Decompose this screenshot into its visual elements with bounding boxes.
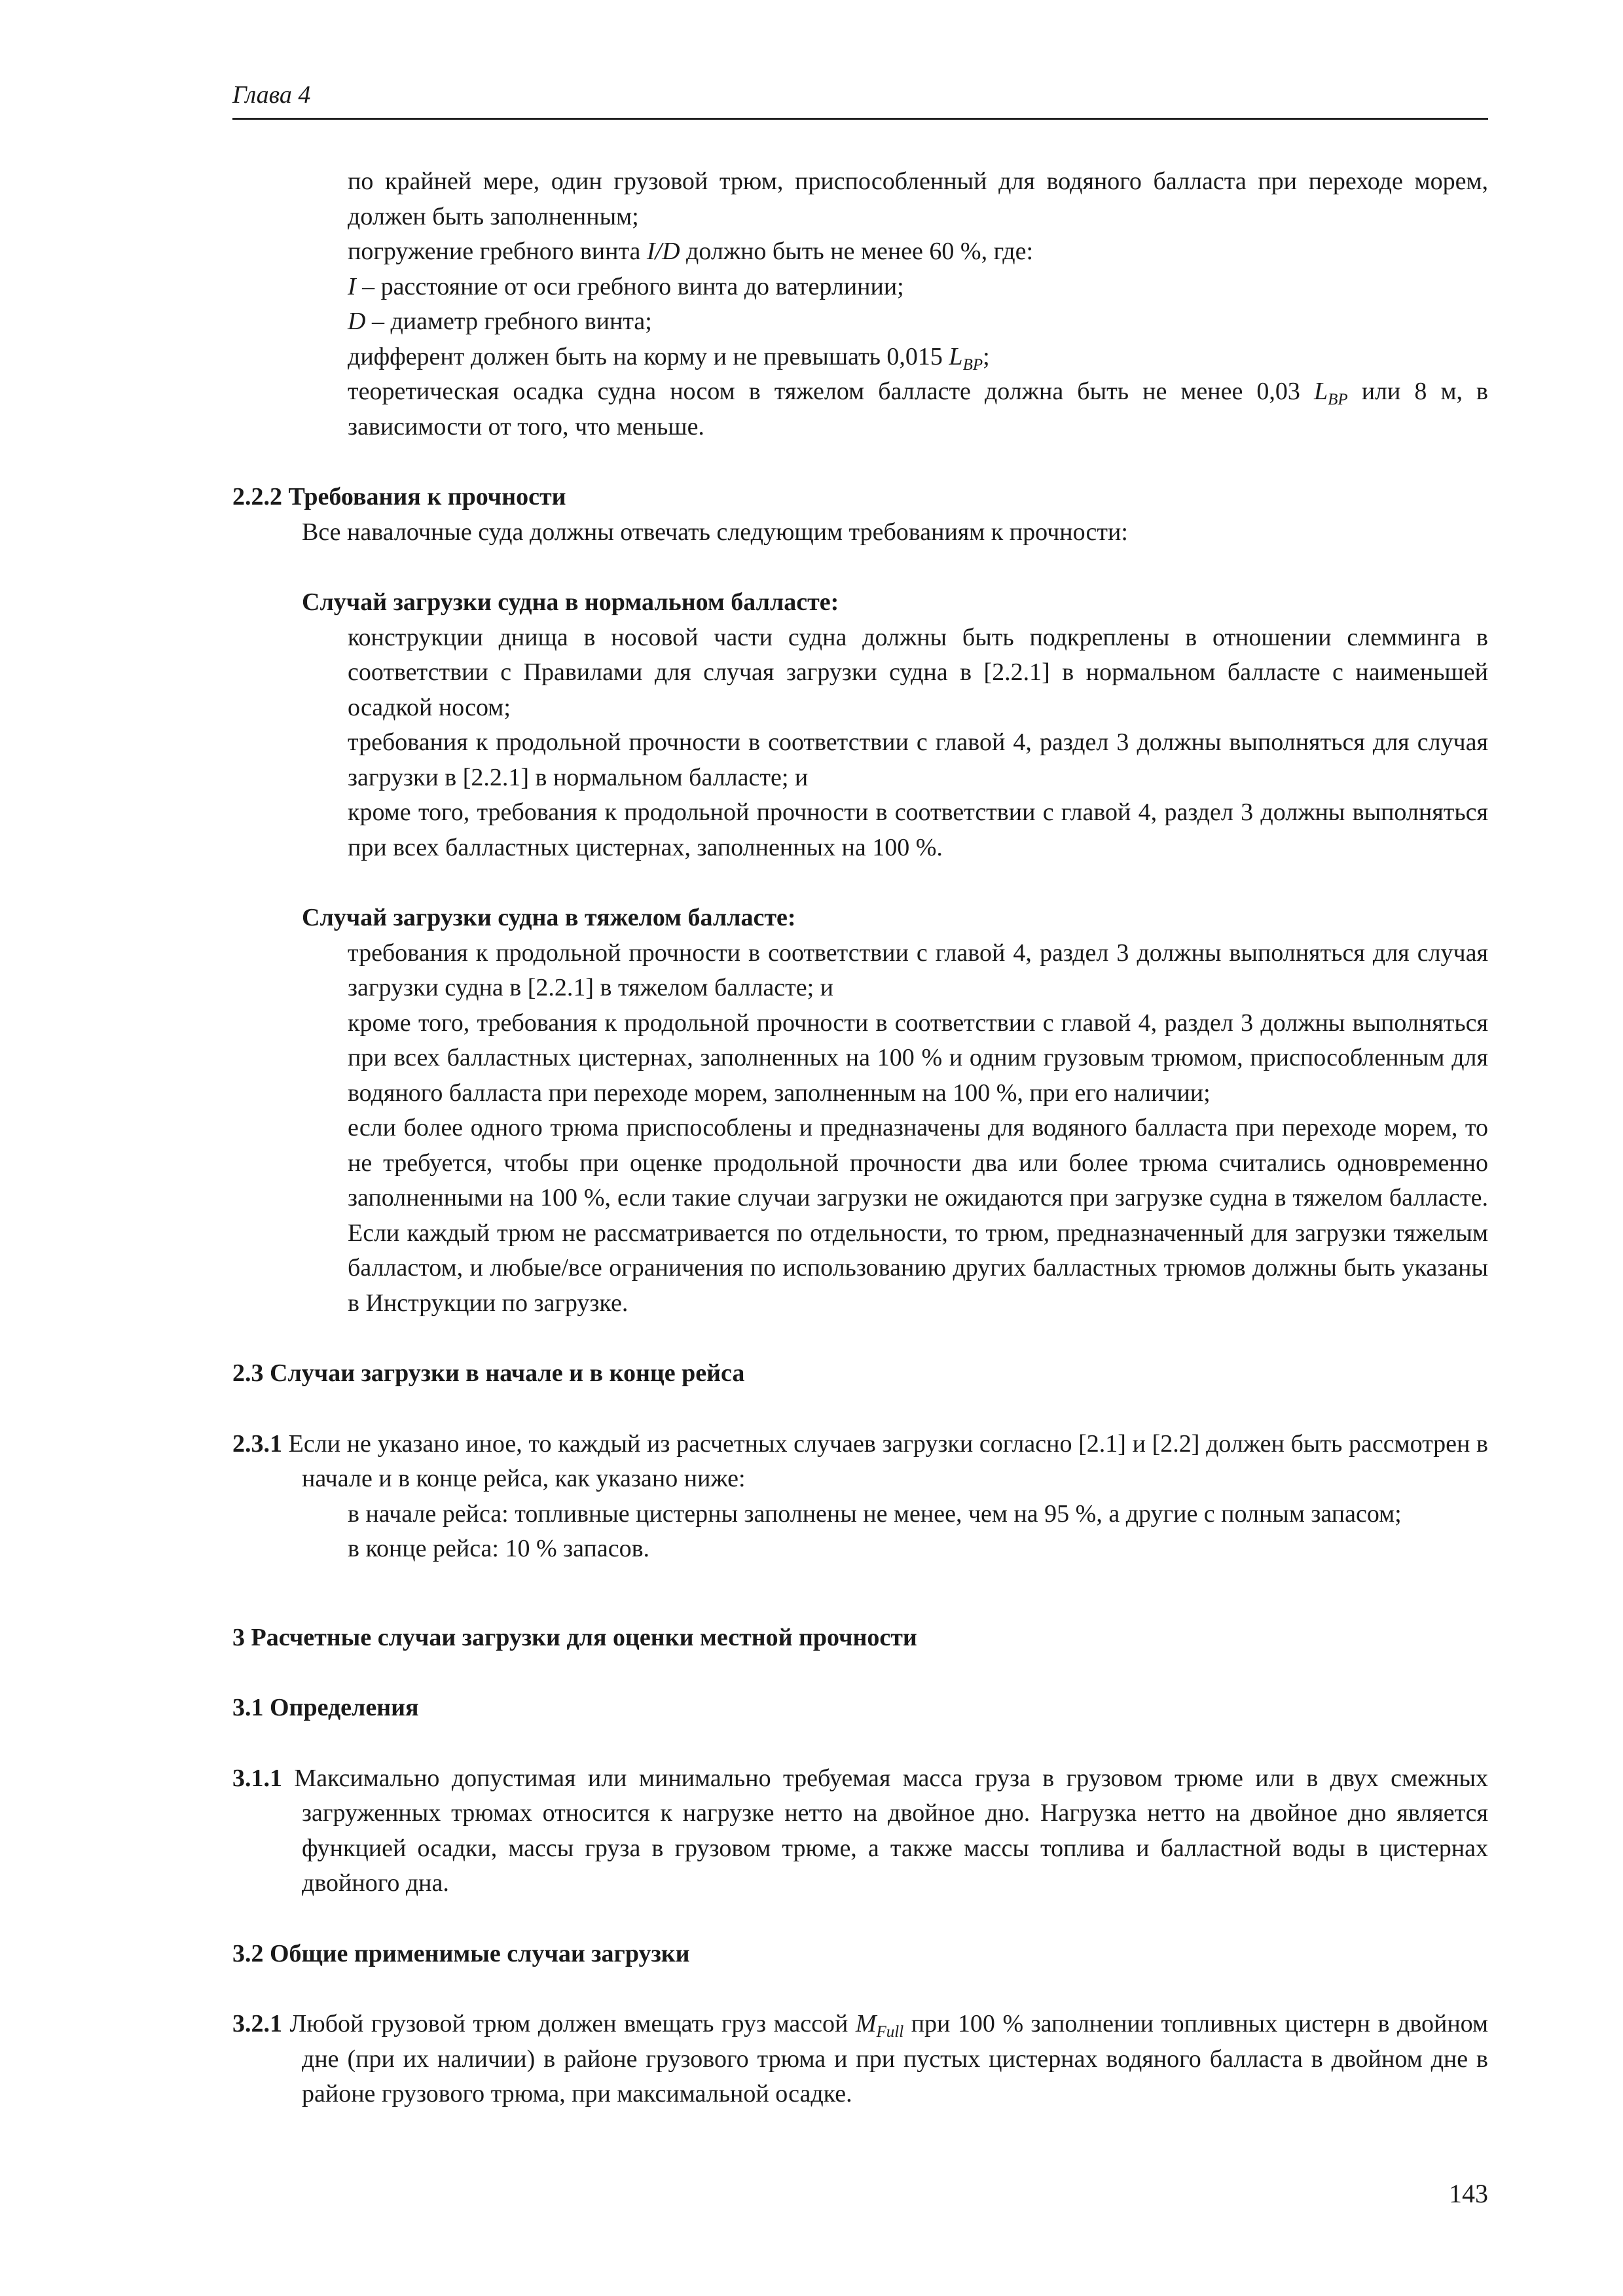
subheading-normal-ballast: Случай загрузки судна в нормальном балласте:	[302, 588, 839, 616]
paragraph-3-1-1: 3.1.1 Максимально допустимая или минимально требуемая масса груза в грузовом трюме или в двух смежных загруженных трюмах относится к нагрузке нетто на двойное дно. Нагрузка нетто на двойное дно является функцией осадки, массы груза в грузовом трюме, а также массы топлива и балластной воды в цистернах двойного дна.	[232, 1764, 1488, 1897]
paragraph-heavy-ballast-3: если более одного трюма приспособлены и предназначены для водяного балласта при переходе морем, то не требуется, чтобы при оценке продольной прочности два или более трюма считались одновременно заполненными на 100 %, если такие случаи загрузки не ожидаются при загрузке судна в тяжелом балласте. Если каждый трюм не рассматривается по отдельности, то трюм, предназначенный для загрузки тяжелым балластом, и любые/все ограничения по использованию других балластных трюмов должны быть указаны в Инструкции по загрузке.	[348, 1114, 1488, 1317]
list-item-voyage-start: в начале рейса: топливные цистерны заполнены не менее, чем на 95 %, а другие с полным запасом;	[348, 1499, 1402, 1528]
paragraph-3-2-1: 3.2.1 Любой грузовой трюм должен вмещать груз массой $M_{Full}$ при 100 % заполнении топливных цистерн в двойном дне (при их наличии) в районе грузового трюма и при пустых цистернах водяного балласта в двойном дне в районе грузового трюма, при максимальной осадке.	[232, 2010, 1488, 2108]
heading-3: 3 Расчетные случаи загрузки для оценки местной прочности	[232, 1623, 917, 1651]
clause-number: 2.3.1	[232, 1429, 282, 1458]
heading-3-2: 3.2 Общие применимые случаи загрузки	[232, 1939, 690, 1967]
paragraph-normal-ballast-1: конструкции днища в носовой части судна должны быть подкреплены в отношении слемминга в соответствии с Правилами для случая загрузки судна в [2.2.1] в нормальном балласте с наименьшей осадкой носом;	[348, 623, 1488, 721]
chapter-title: Глава 4	[232, 81, 311, 109]
page-number: 143	[1449, 2179, 1488, 2208]
clause-number: 3.2.1	[232, 2010, 282, 2037]
paragraph-heavy-ballast-2: кроме того, требования к продольной прочности в соответствии с главой 4, раздел 3 должны выполняться при всех балластных цистернах, заполненных на 100 % и одним грузовым трюмом, приспособленным для водяного балласта при переходе морем, заполненным на 100 %, при его наличии;	[348, 1009, 1488, 1107]
page-body	[232, 164, 1488, 2112]
paragraph-draught: теоретическая осадка судна носом в тяжелом балласте должна быть не менее 0,03 $L_{BP}$ или 8 м, в зависимости от того, что меньше.	[348, 378, 1488, 440]
paragraph-trim: дифферент должен быть на корму и не превышать 0,015 $L_{BP}$;	[348, 342, 990, 374]
paragraph-hold-filled: по крайней мере, один грузовой трюм, приспособленный для водяного балласта при переходе морем, должен быть заполненным;	[348, 168, 1488, 230]
subheading-heavy-ballast: Случай загрузки судна в тяжелом балласте:	[302, 904, 796, 931]
heading-2-3: 2.3 Случаи загрузки в начале и в конце рейса	[232, 1359, 745, 1387]
definition-i: I – расстояние от оси гребного винта до ватерлинии;	[348, 272, 904, 300]
paragraph-2-3-1: 2.3.1 Если не указано иное, то каждый из расчетных случаев загрузки согласно [2.1] и [2.2] должен быть рассмотрен в начале и в конце рейса, как указано ниже:	[232, 1429, 1488, 1492]
paragraph-strength-intro: Все навалочные суда должны отвечать следующим требованиям к прочности:	[302, 518, 1128, 546]
paragraph-heavy-ballast-1: требования к продольной прочности в соответствии с главой 4, раздел 3 должны выполняться для случая загрузки судна в [2.2.1] в тяжелом балласте; и	[348, 939, 1488, 1001]
paragraph-normal-ballast-2: требования к продольной прочности в соответствии с главой 4, раздел 3 должны выполняться для случая загрузки в [2.2.1] в нормальном балласте; и	[348, 728, 1488, 791]
clause-number: 3.1.1	[232, 1764, 282, 1792]
definition-d: D – диаметр гребного винта;	[348, 308, 652, 335]
paragraph-normal-ballast-3: кроме того, требования к продольной прочности в соответствии с главой 4, раздел 3 должны выполняться при всех балластных цистернах, заполненных на 100 %.	[348, 798, 1488, 861]
heading-2-2-2: 2.2.2 Требования к прочности	[232, 483, 566, 511]
formula-i-over-d: I/D	[646, 238, 680, 265]
list-item-voyage-end: в конце рейса: 10 % запасов.	[348, 1535, 650, 1562]
running-header	[232, 77, 1488, 120]
heading-3-1: 3.1 Определения	[232, 1694, 419, 1721]
paragraph-propeller-immersion: погружение гребного винта I/D должно быть не менее 60 %, где:	[348, 238, 1034, 265]
